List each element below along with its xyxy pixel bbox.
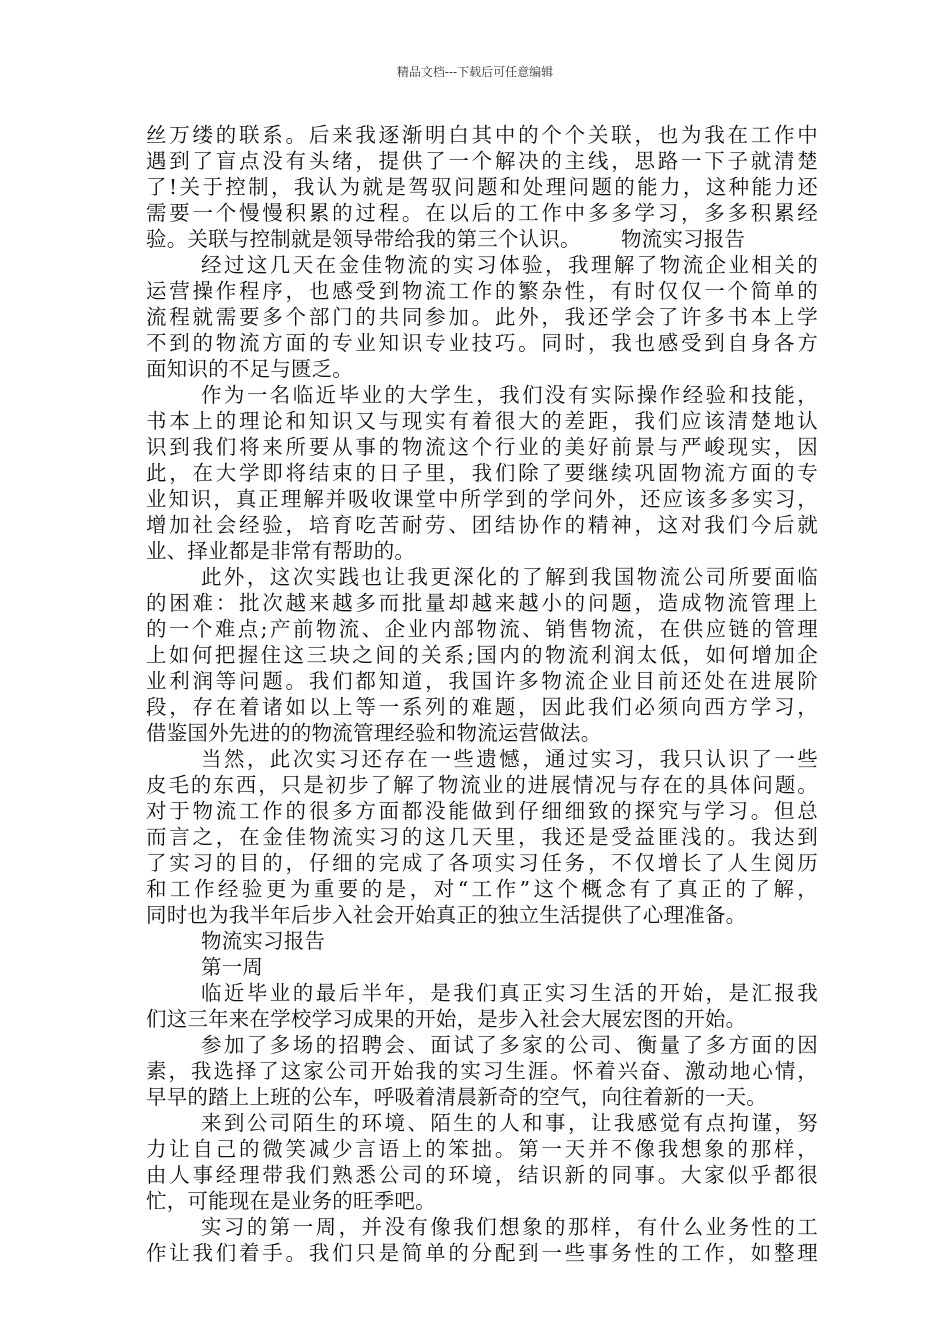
- text-line: 业利润等问题。我们都知道，我国许多物流企业目前还处在进展阶: [146, 669, 818, 693]
- text-line: 了实习的目的，仔细的完成了各项实习任务，不仅增长了人生阅历: [146, 851, 818, 875]
- text-line: 作让我们着手。我们只是简单的分配到一些事务性的工作，如整理: [146, 1241, 818, 1265]
- text-line: 运营操作程序，也感受到物流工作的繁杂性，有时仅仅一个简单的: [146, 279, 818, 303]
- text-line: 需要一个慢慢积累的过程。在以后的工作中多多学习，多多积累经: [146, 201, 818, 225]
- text-line: 们这三年来在学校学习成果的开始，是步入社会大展宏图的开始。: [146, 1007, 747, 1031]
- text-line: 忙，可能现在是业务的旺季吧。: [146, 1189, 436, 1213]
- text-line: 实习的第一周，并没有像我们想象的那样，有什么业务性的工: [201, 1215, 818, 1239]
- text-line: 段，存在着诸如以上等一系列的难题，因此我们必须向西方学习，: [146, 695, 818, 719]
- text-line: 了!关于控制，我认为就是驾驭问题和处理问题的能力，这种能力还: [146, 175, 818, 199]
- text-line: 作为一名临近毕业的大学生，我们没有实际操作经验和技能，: [201, 383, 818, 407]
- text-line: 丝万缕的联系。后来我逐渐明白其中的个个关联，也为我在工作中: [146, 123, 818, 147]
- text-line: 素，我选择了这家公司开始我的实习生涯。怀着兴奋、激动地心情，: [146, 1059, 818, 1083]
- text-line: 来到公司陌生的环境、陌生的人和事，让我感觉有点拘谨，努: [201, 1111, 818, 1135]
- text-line: 参加了多场的招聘会、面试了多家的公司、衡量了多方面的因: [201, 1033, 818, 1057]
- text-line: 验。关联与控制就是领导带给我的第三个认识。 物流实习报告: [146, 227, 746, 251]
- text-line: 书本上的理论和知识又与现实有着很大的差距，我们应该清楚地认: [146, 409, 818, 433]
- text-line: 借鉴国外先进的的物流管理经验和物流运营做法。: [146, 721, 602, 745]
- text-line: 不到的物流方面的专业知识专业技巧。同时，我也感受到自身各方: [146, 331, 818, 355]
- text-line: 经过这几天在金佳物流的实习体验，我理解了物流企业相关的: [201, 253, 818, 277]
- text-line: 面知识的不足与匮乏。: [146, 357, 353, 381]
- text-line: 当然，此次实习还存在一些遗憾，通过实习，我只认识了一些: [201, 747, 818, 771]
- text-line: 皮毛的东西，只是初步了解了物流业的进展情况与存在的具体问题。: [146, 773, 818, 797]
- text-line: 上如何把握住这三块之间的关系;国内的物流利润太低，如何增加企: [146, 643, 818, 667]
- text-line: 力让自己的微笑减少言语上的笨拙。第一天并不像我想象的那样，: [146, 1137, 818, 1161]
- text-line: 由人事经理带我们熟悉公司的环境，结识新的同事。大家似乎都很: [146, 1163, 818, 1187]
- text-line: 流程就需要多个部门的共同参加。此外，我还学会了许多书本上学: [146, 305, 818, 329]
- text-line: 识到我们将来所要从事的物流这个行业的美好前景与严峻现实，因: [146, 435, 818, 459]
- text-line: 同时也为我半年后步入社会开始真正的独立生活提供了心理准备。: [146, 903, 747, 927]
- text-line: 物流实习报告: [201, 929, 326, 953]
- text-line: 业知识，真正理解并吸收课堂中所学到的学问外，还应该多多实习，: [146, 487, 818, 511]
- text-line: 的困难：批次越来越多而批量却越来越小的问题，造成物流管理上: [146, 591, 818, 615]
- text-line: 此外，这次实践也让我更深化的了解到我国物流公司所要面临: [201, 565, 818, 589]
- text-line: 业、择业都是非常有帮助的。: [146, 539, 416, 563]
- document-body: [146, 122, 818, 1266]
- text-line: 遇到了盲点没有头绪，提供了一个解决的主线，思路一下子就清楚: [146, 149, 818, 173]
- text-line: 早早的踏上上班的公车，呼吸着清晨新奇的空气，向往着新的一天。: [146, 1085, 767, 1109]
- text-line: 增加社会经验，培育吃苦耐劳、团结协作的精神，这对我们今后就: [146, 513, 818, 537]
- text-line: 此，在大学即将结束的日子里，我们除了要继续巩固物流方面的专: [146, 461, 818, 485]
- text-line: 第一周: [201, 955, 264, 979]
- text-line: 临近毕业的最后半年，是我们真正实习生活的开始，是汇报我: [201, 981, 818, 1005]
- text-line: 对于物流工作的很多方面都没能做到仔细细致的探究与学习。但总: [146, 799, 818, 823]
- text-line: 和工作经验更为重要的是，对“工作”这个概念有了真正的了解，: [146, 877, 818, 901]
- text-line: 的一个难点;产前物流、企业内部物流、销售物流，在供应链的管理: [146, 617, 818, 641]
- page-header: 精品文档---下载后可任意编辑: [396, 65, 554, 79]
- text-line: 而言之，在金佳物流实习的这几天里，我还是受益匪浅的。我达到: [146, 825, 818, 849]
